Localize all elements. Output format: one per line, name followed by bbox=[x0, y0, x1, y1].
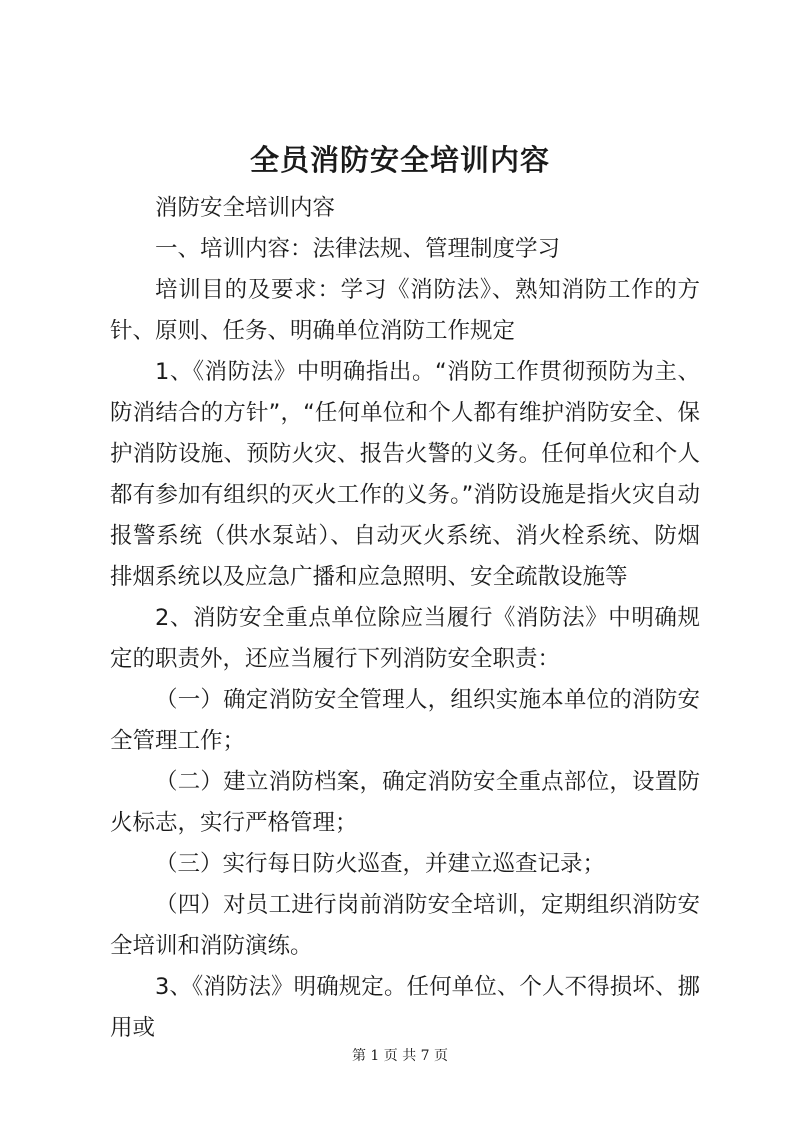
paragraph: 培训目的及要求：学习《消防法》、熟知消防工作的方针、原则、任务、明确单位消防工作规定 bbox=[110, 277, 700, 344]
paragraph: 2、消防安全重点单位除应当履行《消防法》中明确规定的职责外，还应当履行下列消防安全职责： bbox=[110, 605, 700, 672]
document-title: 全员消防安全培训内容 bbox=[249, 143, 550, 177]
paragraph: 1、《消防法》中明确指出。“消防工作贯彻预防为主、防消结合的方针”，“任何单位和个人都有维护消防安全、保护消防设施、预防火灾、报告火警的义务。任何单位和个人都有参加有组织的灭火工作的义务。”消防设施是指火灾自动报警系统（供水泵站）、自动灭火系统、消火栓系统、防烟排烟系统以及应急广播和应急照明、安全疏散设施等 bbox=[110, 359, 700, 590]
paragraph: 3、《消防法》明确规定。任何单位、个人不得损坏、挪用或 bbox=[110, 974, 700, 1041]
paragraph: （四）对员工进行岗前消防安全培训，定期组织消防安全培训和消防演练。 bbox=[110, 892, 700, 959]
paragraph: （三）实行每日防火巡查，并建立巡查记录； bbox=[155, 851, 606, 877]
paragraph: 一、培训内容：法律法规、管理制度学习 bbox=[155, 236, 561, 262]
paragraph: （一）确定消防安全管理人，组织实施本单位的消防安全管理工作； bbox=[110, 687, 700, 754]
page-number-footer: 第 1 页 共 7 页 bbox=[351, 1048, 449, 1064]
paragraph: 消防安全培训内容 bbox=[155, 195, 336, 221]
document-body bbox=[110, 188, 700, 1049]
paragraph: （二）建立消防档案，确定消防安全重点部位，设置防火标志，实行严格管理； bbox=[110, 769, 700, 836]
